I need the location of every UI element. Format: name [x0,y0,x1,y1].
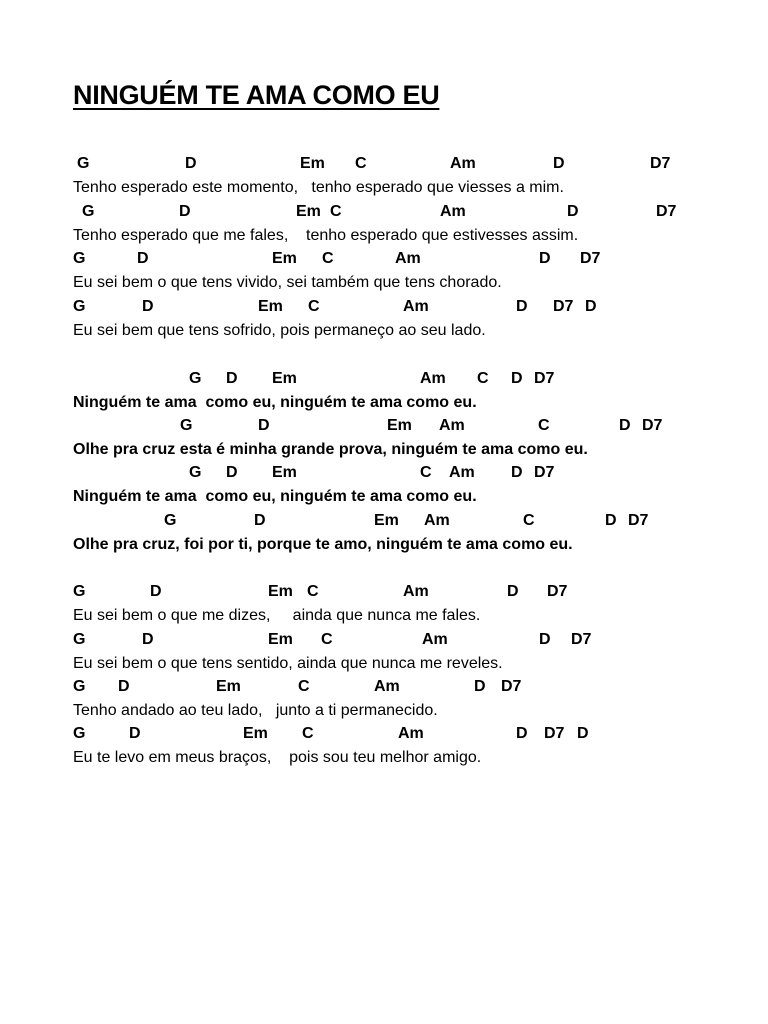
chord: D [226,370,238,387]
chorus-lyric-line: Olhe pra cruz, foi por ti, porque te amo, ninguém te ama como eu. [73,536,573,553]
chord-line [0,152,768,176]
chord: D7 [571,631,592,648]
chord: C [321,631,333,648]
chord: C [538,417,550,434]
lyric-line: Eu sei bem o que tens vivido, sei também que tens chorado. [73,274,502,291]
chord: D7 [544,725,565,742]
chord: C [298,678,310,695]
chord: D [258,417,270,434]
chord: D [254,512,266,529]
chord: Am [424,512,450,529]
chord: D7 [501,678,522,695]
chord: Am [439,417,465,434]
chord: D [137,250,149,267]
chord: D [118,678,130,695]
chord-line [0,580,768,604]
chord: D [539,250,551,267]
chord: Am [422,631,448,648]
chord: Em [387,417,412,434]
chord: G [73,725,86,742]
lyric-line: Eu sei bem o que tens sentido, ainda que nunca me reveles. [73,655,503,672]
chord: Em [258,298,283,315]
chord-line [0,628,768,652]
chord: G [73,250,86,267]
chord: D [142,298,154,315]
chord: D [226,464,238,481]
chord: D [511,370,523,387]
chord: D [619,417,631,434]
chord: G [164,512,177,529]
chord: Am [440,203,466,220]
chord-line [0,722,768,746]
chord-line [0,414,768,438]
chord: D7 [553,298,574,315]
chord: Am [420,370,446,387]
chord: Am [449,464,475,481]
chord: G [73,583,86,600]
chord: D [577,725,589,742]
chord: G [73,631,86,648]
chord: Em [272,250,297,267]
chord: Em [243,725,268,742]
chord-line [0,461,768,485]
chorus-lyric-line: Olhe pra cruz esta é minha grande prova, ninguém te ama como eu. [73,441,588,458]
chord: Em [300,155,325,172]
chord: D [179,203,191,220]
chord: Am [450,155,476,172]
chord: Em [268,631,293,648]
chord: D [516,298,528,315]
chord: D7 [534,464,555,481]
chord-line [0,200,768,224]
chord: D [605,512,617,529]
lyric-line: Eu sei bem o que me dizes, ainda que nunca me fales. [73,607,481,624]
chord-line [0,247,768,271]
chord: G [180,417,193,434]
chord: D7 [642,417,663,434]
chord: D7 [628,512,649,529]
song-title: NINGUÉM TE AMA COMO EU [73,80,440,110]
chord: G [73,678,86,695]
chord: G [77,155,90,172]
chord: D [567,203,579,220]
chord: D [185,155,197,172]
chord: C [307,583,319,600]
chord: C [477,370,489,387]
chord: G [73,298,86,315]
chorus-lyric-line: Ninguém te ama como eu, ninguém te ama como eu. [73,394,477,411]
chord: D [129,725,141,742]
chord: D [511,464,523,481]
chord: Em [272,464,297,481]
chord: G [189,370,202,387]
chord-line [0,367,768,391]
chord: C [308,298,320,315]
lyric-line: Tenho andado ao teu lado, junto a ti permanecido. [73,702,438,719]
chord: C [420,464,432,481]
chord-line [0,675,768,699]
chord: C [322,250,334,267]
chord: Am [395,250,421,267]
chord: Em [216,678,241,695]
chord: D [150,583,162,600]
chord: Am [398,725,424,742]
lyric-line: Tenho esperado este momento, tenho esperado que viesses a mim. [73,179,564,196]
chord: Em [268,583,293,600]
chord: G [82,203,95,220]
chord: C [523,512,535,529]
chord: D7 [656,203,677,220]
lyric-line: Tenho esperado que me fales, tenho esperado que estivesses assim. [73,227,579,244]
chord: D [585,298,597,315]
chord: G [189,464,202,481]
chord: Em [296,203,321,220]
chord: D [142,631,154,648]
chord-line [0,295,768,319]
chord: D [553,155,565,172]
lyric-line: Eu sei bem que tens sofrido, pois permaneço ao seu lado. [73,322,486,339]
lyric-line: Eu te levo em meus braços, pois sou teu melhor amigo. [73,749,482,766]
chorus-lyric-line: Ninguém te ama como eu, ninguém te ama como eu. [73,488,477,505]
chord: D [474,678,486,695]
chord: D [507,583,519,600]
chord: D [539,631,551,648]
chord: D7 [650,155,671,172]
chord: Am [374,678,400,695]
chord: C [330,203,342,220]
chord: Am [403,298,429,315]
chord: Em [272,370,297,387]
chord: D [516,725,528,742]
chord: D7 [547,583,568,600]
chord: D7 [580,250,601,267]
chord: C [355,155,367,172]
chord-line [0,509,768,533]
chord: Em [374,512,399,529]
chord: D7 [534,370,555,387]
chord: C [302,725,314,742]
chord: Am [403,583,429,600]
